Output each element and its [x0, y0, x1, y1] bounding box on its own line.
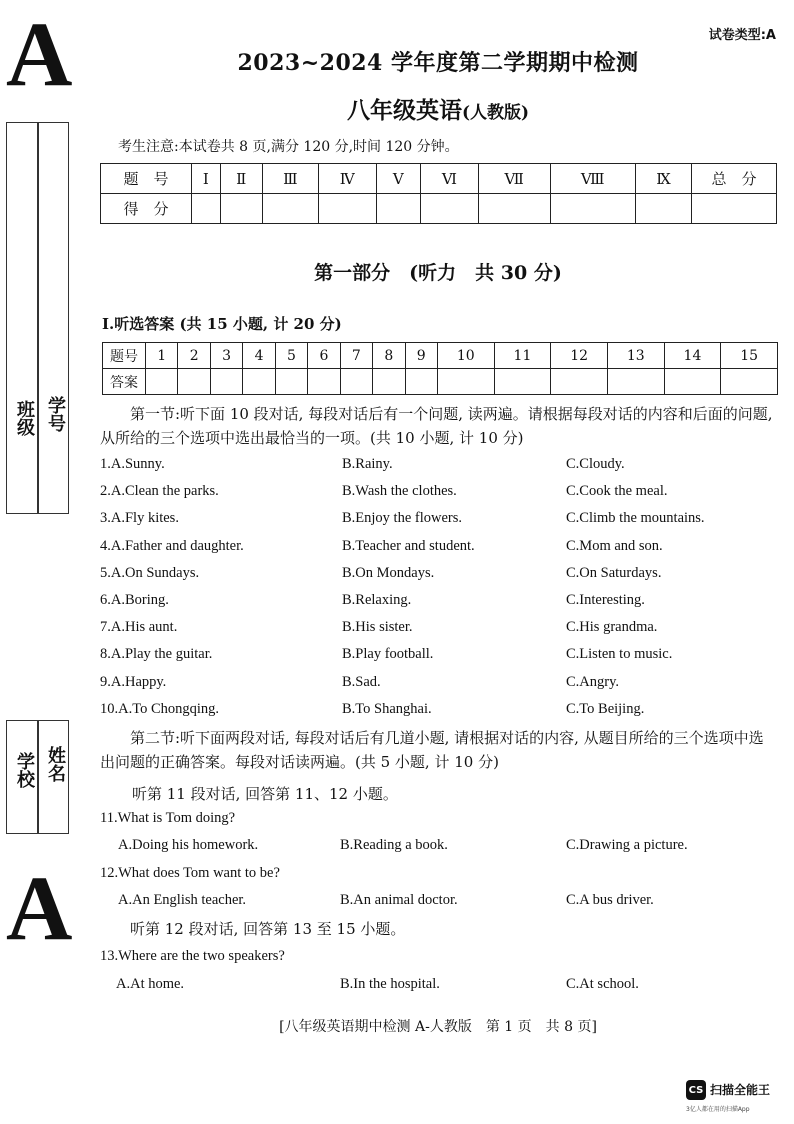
option-a: 7.A.His aunt.	[100, 619, 178, 636]
exam-title: 2023~2024 学年度第二学期期中检测	[237, 50, 639, 76]
answer-cell[interactable]	[437, 369, 494, 395]
option-c: C.His grandma.	[566, 619, 658, 636]
question-row	[100, 701, 780, 728]
answer-table-label: 题号	[103, 343, 146, 369]
option-b: B.Relaxing.	[342, 591, 412, 608]
paper-version-letter-lower: A	[6, 857, 73, 959]
option-b: B.An animal doctor.	[340, 892, 458, 908]
exam-subtitle	[100, 92, 776, 125]
answer-table-answer-row	[103, 369, 778, 395]
section1-instructions: 第一节:听下面 10 段对话, 每段对话后有一个问题, 读两遍。请根据每段对话的内容和后面的问题, 从所给的三个选项中选出最恰当的一项。(共 10 小题, 计 10 分)	[100, 405, 773, 447]
score-table-label: 题 号	[101, 164, 192, 194]
score-cell[interactable]	[420, 194, 478, 224]
option-a: 9.A.Happy.	[100, 673, 167, 690]
score-cell[interactable]	[376, 194, 420, 224]
question-row	[100, 565, 780, 592]
option-c: C.Cook the meal.	[566, 483, 668, 500]
option-c: C.Climb the mountains.	[566, 510, 705, 527]
question-row	[100, 592, 780, 619]
answer-cell[interactable]	[494, 369, 551, 395]
answer-cell[interactable]	[340, 369, 372, 395]
answer-number: 2	[178, 343, 210, 369]
score-cell[interactable]	[692, 194, 777, 224]
answer-table-number-row	[103, 343, 778, 369]
section1-heading: Ⅰ.听选答案 (共 15 小题, 计 20 分)	[102, 315, 342, 333]
class-label: 班级	[14, 400, 35, 436]
score-cell[interactable]	[635, 194, 691, 224]
section2-instructions: 第二节:听下面两段对话, 每段对话后有几道小题, 请根据对话的内容, 从题目所给的三个选项中选出问题的正确答案。每段对话读两遍。(共 5 小题, 计 10 分)	[100, 729, 764, 771]
score-col: Ⅶ	[478, 164, 550, 194]
class-field-box[interactable]	[6, 122, 39, 514]
answer-cell[interactable]	[373, 369, 405, 395]
answer-cell[interactable]	[178, 369, 210, 395]
answer-cell[interactable]	[607, 369, 664, 395]
answer-cell[interactable]	[243, 369, 275, 395]
option-a: A.At home.	[116, 976, 185, 992]
option-b: B.Wash the clothes.	[342, 483, 457, 500]
student-no-field-box[interactable]	[37, 122, 69, 514]
answer-number: 10	[437, 343, 494, 369]
option-b: B.Enjoy the flowers.	[342, 510, 463, 527]
paper-type: 试卷类型:A	[708, 28, 776, 43]
answer-number: 6	[308, 343, 340, 369]
question-row	[100, 510, 780, 537]
answer-number: 12	[551, 343, 608, 369]
q13-options	[116, 976, 776, 1000]
score-col: Ⅸ	[635, 164, 691, 194]
option-a: 8.A.Play the guitar.	[100, 646, 213, 663]
answer-cell[interactable]	[405, 369, 437, 395]
option-c: C.Angry.	[566, 673, 620, 690]
question-row	[100, 646, 780, 673]
option-b: B.Reading a book.	[340, 837, 448, 853]
option-a: 2.A.Clean the parks.	[100, 483, 219, 500]
option-a: 3.A.Fly kites.	[100, 510, 179, 527]
option-a: 5.A.On Sundays.	[100, 564, 200, 581]
answer-number: 9	[405, 343, 437, 369]
option-c: C.A bus driver.	[566, 892, 654, 908]
answer-number: 8	[373, 343, 405, 369]
q13-stem: 13.Where are the two speakers?	[100, 948, 285, 964]
answer-number: 4	[243, 343, 275, 369]
score-col: Ⅱ	[220, 164, 262, 194]
option-c: C.Drawing a picture.	[566, 837, 688, 853]
dialog11-note: 听第 11 段对话, 回答第 11、12 小题。	[132, 785, 398, 803]
option-b: B.On Mondays.	[342, 564, 435, 581]
option-b: B.In the hospital.	[340, 976, 440, 992]
answer-cell[interactable]	[275, 369, 307, 395]
option-a: 1.A.Sunny.	[100, 456, 165, 472]
answer-cell[interactable]	[664, 369, 721, 395]
score-col: Ⅳ	[318, 164, 376, 194]
name-label: 姓名	[45, 746, 66, 782]
answer-table	[102, 342, 778, 395]
score-col: Ⅲ	[262, 164, 318, 194]
option-c: C.Interesting.	[566, 591, 645, 608]
answer-number: 14	[664, 343, 721, 369]
q11-options	[118, 837, 778, 861]
score-table	[100, 163, 777, 224]
score-col: Ⅰ	[192, 164, 221, 194]
score-cell[interactable]	[478, 194, 550, 224]
option-b: B.His sister.	[342, 619, 413, 636]
answer-cell[interactable]	[551, 369, 608, 395]
student-no-label: 学号	[45, 396, 66, 432]
camscanner-logo-icon: CS	[686, 1080, 706, 1100]
score-table-label: 得 分	[101, 194, 192, 224]
answer-cell[interactable]	[146, 369, 178, 395]
scanner-app-name: 扫描全能王	[710, 1083, 771, 1097]
option-b: B.To Shanghai.	[342, 700, 432, 717]
question-row	[100, 483, 780, 510]
option-c: C.Listen to music.	[566, 646, 673, 663]
answer-number: 11	[494, 343, 551, 369]
exam-notice: 考生注意:本试卷共 8 页,满分 120 分,时间 120 分钟。	[118, 139, 459, 155]
option-c: C.On Saturdays.	[566, 564, 662, 581]
school-label: 学校	[14, 752, 35, 788]
score-col: Ⅴ	[376, 164, 420, 194]
part1-title: 第一部分 (听力 共 30 分)	[314, 262, 562, 284]
scanner-tagline: 3亿人都在用的扫描App	[686, 1106, 750, 1113]
score-cell[interactable]	[220, 194, 262, 224]
option-c: C.Cloudy.	[566, 456, 625, 472]
option-b: B.Sad.	[342, 673, 381, 690]
edition-label: (人教版)	[461, 103, 530, 123]
answer-cell[interactable]	[210, 369, 242, 395]
questions-1-10	[100, 456, 780, 728]
option-b: B.Teacher and student.	[342, 537, 475, 554]
question-row	[100, 619, 780, 646]
score-cell[interactable]	[318, 194, 376, 224]
answer-cell[interactable]	[308, 369, 340, 395]
option-a: 4.A.Father and daughter.	[100, 537, 244, 554]
option-c: C.To Beijing.	[566, 700, 645, 717]
option-b: B.Rainy.	[342, 456, 393, 472]
option-a: A.An English teacher.	[118, 892, 247, 908]
answer-number: 3	[210, 343, 242, 369]
page-footer: [八年级英语期中检测 A-人教版 第 1 页 共 8 页]	[279, 1019, 597, 1035]
option-a: 6.A.Boring.	[100, 591, 169, 608]
option-c: C.Mom and son.	[566, 537, 663, 554]
score-cell[interactable]	[192, 194, 221, 224]
answer-number: 5	[275, 343, 307, 369]
dialog12-note: 听第 12 段对话, 回答第 13 至 15 小题。	[130, 920, 406, 938]
score-col-total: 总 分	[692, 164, 777, 194]
q12-options	[118, 892, 778, 916]
q11-stem: 11.What is Tom doing?	[100, 810, 236, 826]
answer-number: 15	[721, 343, 778, 369]
answer-number: 1	[146, 343, 178, 369]
answer-number: 13	[607, 343, 664, 369]
question-row	[100, 456, 780, 483]
score-col: Ⅷ	[550, 164, 635, 194]
subject-name: 八年级英语	[346, 97, 462, 124]
answer-cell[interactable]	[721, 369, 778, 395]
option-a: 10.A.To Chongqing.	[100, 700, 220, 717]
q12-stem: 12.What does Tom want to be?	[100, 865, 280, 881]
score-col: Ⅵ	[420, 164, 478, 194]
question-row	[100, 674, 780, 701]
option-c: C.At school.	[566, 976, 639, 992]
answer-number: 7	[340, 343, 372, 369]
answer-table-label: 答案	[103, 369, 146, 395]
score-table-score-row	[101, 194, 777, 224]
score-cell[interactable]	[262, 194, 318, 224]
option-b: B.Play football.	[342, 646, 434, 663]
question-row	[100, 538, 780, 565]
option-a: A.Doing his homework.	[118, 837, 259, 853]
score-table-header-row	[101, 164, 777, 194]
score-cell[interactable]	[550, 194, 635, 224]
scanner-watermark	[686, 1078, 790, 1118]
paper-version-letter: A	[6, 3, 73, 105]
